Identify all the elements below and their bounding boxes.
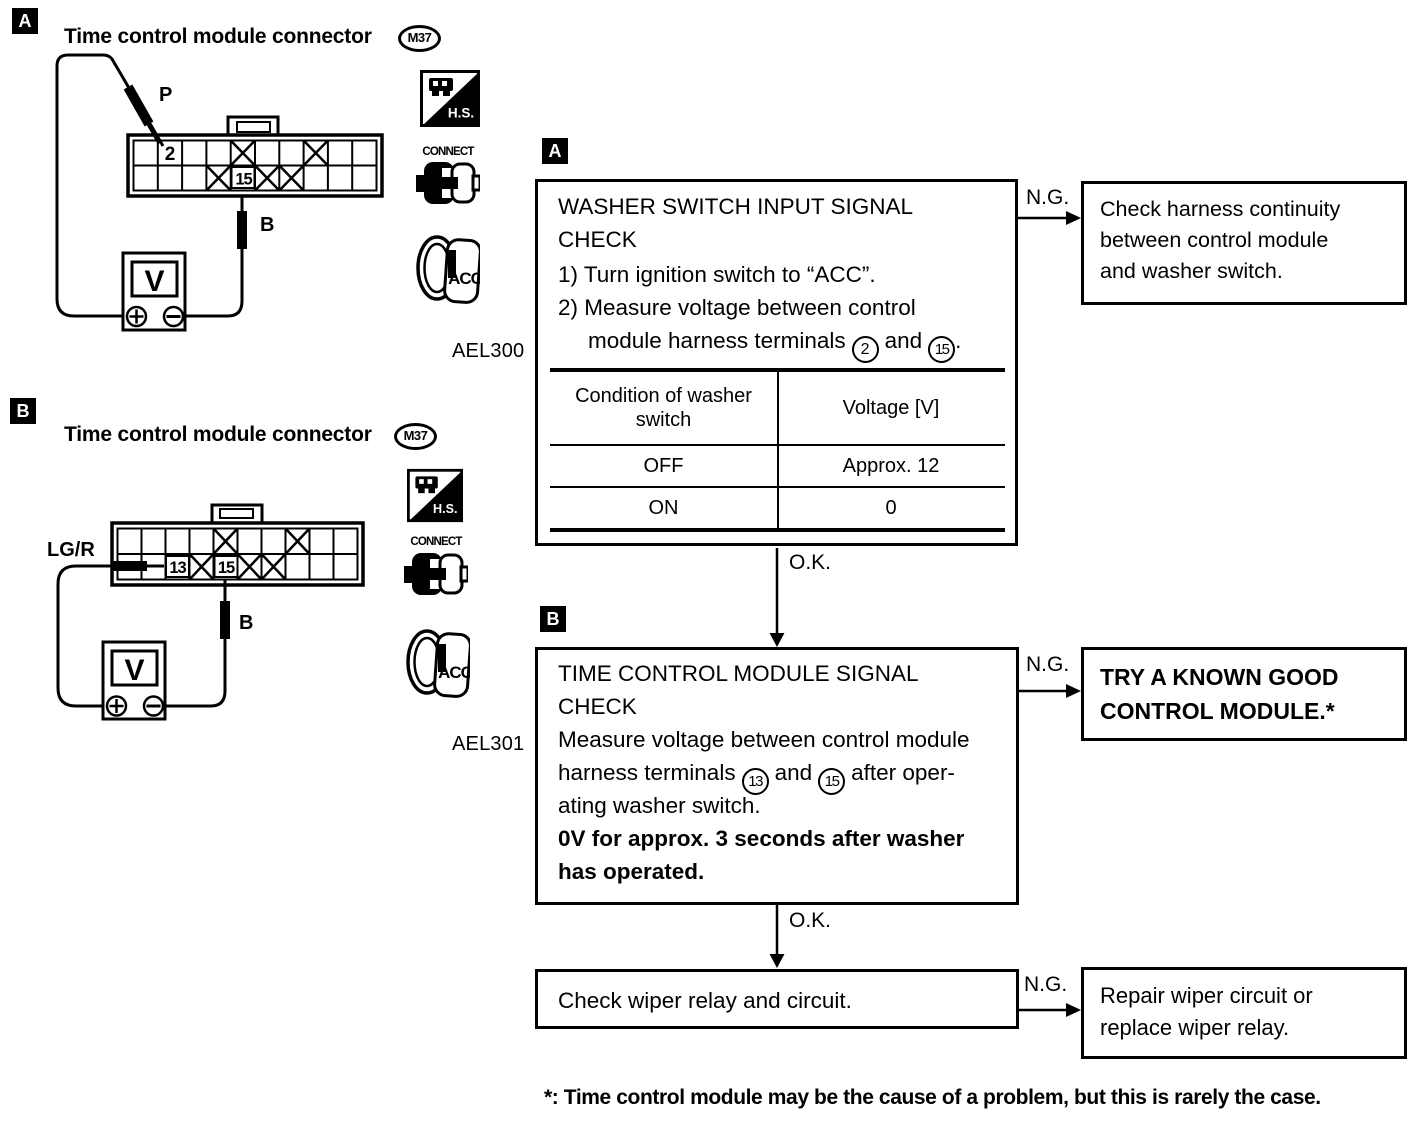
step-b-body-2-text: harness terminals — [558, 760, 736, 785]
result-b-text: TRY A KNOWN GOOD CONTROL MODULE.* — [1100, 664, 1339, 724]
ng-arrow-3 — [1019, 1003, 1081, 1017]
wire-b-label-a: B — [260, 214, 275, 236]
svg-text:H.S.: H.S. — [433, 502, 458, 517]
wire-b-label-b: B — [239, 612, 254, 634]
result-c-box — [1081, 967, 1407, 1059]
svg-text:H.S.: H.S. — [447, 105, 475, 121]
step-a-title-2: CHECK — [558, 227, 637, 252]
ng-label-3: N.G. — [1024, 973, 1068, 996]
ng-label-1: N.G. — [1026, 186, 1070, 209]
connect-icon — [404, 551, 468, 602]
section-b-title: Time control module connector — [64, 423, 372, 446]
result-b-box — [1081, 647, 1407, 741]
and-text: and — [884, 328, 923, 353]
ok-label-1: O.K. — [789, 551, 832, 574]
terminal-13-circle: 13 — [742, 768, 769, 795]
step-a-item-1: 1) Turn ignition switch to “ACC”. — [558, 262, 876, 287]
ok-label-2: O.K. — [789, 909, 832, 932]
result-c-text: Repair wiper circuit or replace wiper relay. — [1100, 983, 1313, 1040]
pin-15-label-b: 15 — [217, 559, 235, 577]
connector-ref-badge-b: M37 — [394, 423, 437, 450]
and-text: and — [774, 760, 813, 785]
acc-icon — [416, 228, 480, 311]
meter-v-label-a: V — [144, 265, 165, 298]
flow-step-a-box — [535, 179, 1018, 546]
step-b-title-2: CHECK — [558, 694, 637, 719]
pin-13-label: 13 — [169, 559, 186, 577]
meter-v-label-b: V — [124, 654, 145, 687]
table-header-voltage: Voltage [V] — [842, 397, 940, 419]
flow-step-c-box — [535, 969, 1019, 1029]
step-a-item-2b-text: module harness terminals — [588, 328, 846, 353]
wire-b — [184, 196, 242, 316]
step-b-body-1: Measure voltage between control module — [558, 727, 970, 752]
connector-diagram-b — [47, 505, 363, 719]
condition-cell: ON — [648, 497, 679, 519]
footnote: *: Time control module may be the cause of a problem, but this is rarely the case. — [544, 1086, 1321, 1109]
figure-ref-a: AEL300 — [452, 340, 525, 362]
connect-icon-label: CONNECT — [410, 536, 462, 548]
section-a-badge: A — [12, 8, 38, 34]
voltage-cell: Approx. 12 — [842, 455, 940, 477]
step-b-bold-1: 0V for approx. 3 seconds after washer — [558, 826, 965, 851]
wire-p-label: P — [159, 84, 173, 106]
ng-label-2: N.G. — [1026, 653, 1070, 676]
connector-ref-badge-a: M37 — [398, 25, 441, 52]
result-a-text: Check harness continuity between control module and washer switch. — [1100, 197, 1341, 283]
wire-lgr-label: LG/R — [47, 539, 95, 561]
section-b-badge: B — [10, 398, 36, 424]
figure-ref-b: AEL301 — [452, 733, 525, 755]
step-c-text: Check wiper relay and circuit. — [558, 988, 852, 1013]
svg-text:ACC: ACC — [438, 663, 470, 682]
terminal-2-circle: 2 — [852, 336, 879, 363]
connect-icon-label: CONNECT — [422, 146, 474, 158]
terminal-15-circle: 15 — [928, 336, 955, 363]
hs-icon — [407, 468, 463, 528]
condition-cell: OFF — [643, 455, 684, 477]
wire-b2 — [163, 580, 225, 706]
connect-icon — [416, 160, 480, 211]
step-b-body-3: ating washer switch. — [558, 793, 761, 818]
pin-15-label-a: 15 — [235, 170, 252, 189]
voltage-table — [550, 368, 1005, 532]
connector-diagram-a — [57, 55, 382, 330]
acc-icon — [406, 622, 470, 705]
ng-arrow-2 — [1019, 684, 1081, 698]
table-column-divider — [777, 372, 779, 528]
flow-step-b-box — [535, 647, 1019, 905]
probe-p — [128, 87, 149, 124]
ok-arrow-2 — [770, 905, 785, 968]
result-a-box — [1081, 181, 1407, 305]
pin-2-label: 2 — [164, 144, 176, 165]
ng-arrow-1 — [1018, 211, 1081, 225]
step-b-bold-2: has operated. — [558, 859, 705, 884]
step-a-item-2a: 2) Measure voltage between control — [558, 295, 916, 320]
step-a-item-2b — [588, 324, 961, 363]
step-b-body-2-suffix: after oper- — [851, 760, 955, 785]
table-header-condition: Condition of washer switch — [575, 385, 752, 431]
ok-arrow-1 — [770, 548, 785, 647]
period: . — [955, 328, 962, 353]
step-a-title-1: WASHER SWITCH INPUT SIGNAL — [558, 194, 914, 219]
hs-icon — [420, 70, 480, 132]
flow-step-b-badge: B — [540, 606, 566, 632]
svg-text:ACC: ACC — [448, 269, 480, 288]
step-b-title-1: TIME CONTROL MODULE SIGNAL — [558, 661, 919, 686]
section-a-title: Time control module connector — [64, 25, 372, 48]
voltage-cell: 0 — [885, 497, 897, 519]
flow-step-a-badge: A — [542, 138, 568, 164]
terminal-15-circle: 15 — [818, 768, 845, 795]
